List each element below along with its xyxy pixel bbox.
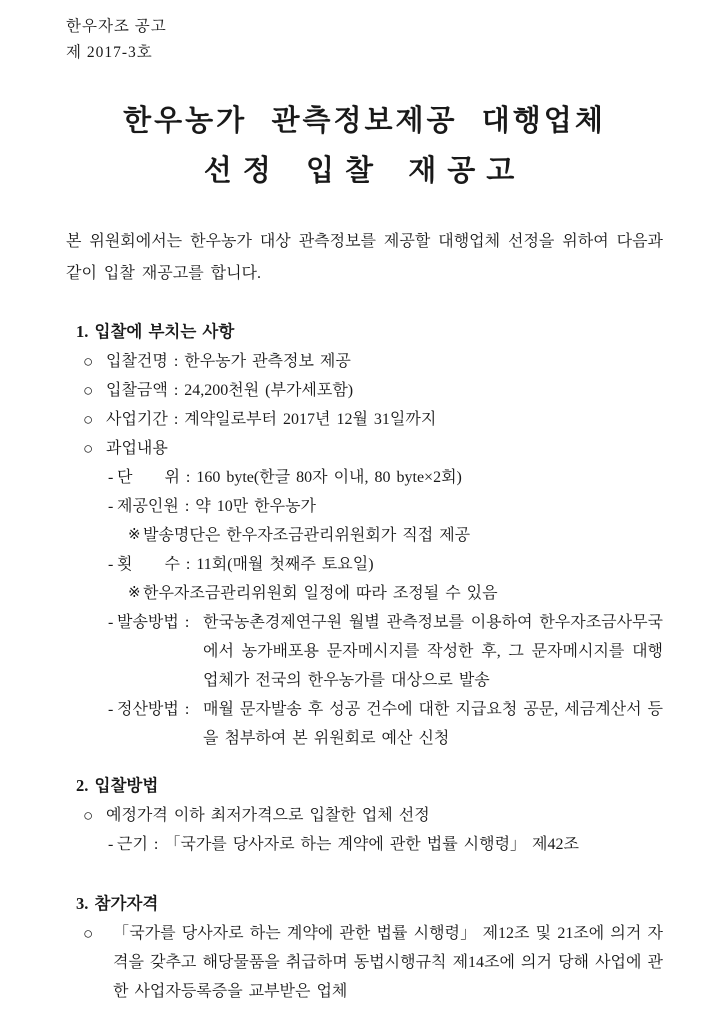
recipients-text: 제공인원 : 약 10만 한우농가: [117, 498, 317, 515]
recipients-item: [66, 492, 663, 521]
task-scope-text: 과업내용: [106, 440, 168, 457]
section-bid-matters: [66, 316, 663, 753]
dash-marker: -: [108, 469, 114, 486]
section-3-heading: 3. 참가자격: [76, 894, 159, 913]
task-scope-item: [66, 434, 663, 463]
reference-marker: ※: [128, 585, 141, 601]
document-title: [66, 96, 663, 196]
unit-item: [66, 463, 663, 492]
sending-method-label: 발송방법 :: [117, 614, 190, 631]
dash-marker: -: [108, 498, 114, 515]
frequency-text: 횟 수 : 11회(매월 첫째주 토요일): [117, 556, 374, 573]
project-period-item: [66, 405, 663, 434]
eligibility-item: [66, 919, 663, 1006]
schedule-note-text: 한우자조금관리위원회 일정에 따라 조정될 수 있음: [143, 585, 498, 602]
dash-marker: -: [108, 556, 114, 573]
notice-number-line: 제 2017-3호: [66, 44, 153, 61]
intro-paragraph: 본 위원회에서는 한우농가 대상 관측정보를 제공할 대행업체 선정을 위하여 다음과 같이 입찰 재공고를 합니다.: [66, 233, 663, 282]
circle-marker: ○: [83, 352, 94, 371]
circle-marker: ○: [83, 381, 94, 400]
dash-marker: -: [108, 614, 114, 631]
schedule-note: [66, 579, 663, 608]
notice-header: [66, 14, 663, 66]
bid-amount-text: 입찰금액 : 24,200천원 (부가세포함): [106, 382, 354, 399]
selection-rule-text: 예정가격 이하 최저가격으로 입찰한 업체 선정: [106, 807, 430, 824]
section-eligibility: [66, 888, 663, 1006]
selection-rule-item: [66, 801, 663, 830]
section-bid-method: [66, 770, 663, 859]
legal-basis-item: [66, 830, 663, 859]
circle-marker: ○: [83, 439, 94, 458]
settlement-method-item: [66, 695, 663, 753]
bid-name-text: 입찰건명 : 한우농가 관측정보 제공: [106, 353, 351, 370]
reference-marker: ※: [128, 527, 141, 543]
title-line-1: 한우농가 관측정보제공 대행업체: [123, 105, 606, 137]
sending-method-text: 한국농촌경제연구원 월별 관측정보를 이용하여 한우자조금사무국에서 농가배포용 문자메시지를 작성한 후, 그 문자메시지를 대행업체가 전국의 한우농가를 대상으로 발송: [203, 614, 663, 689]
section-2-heading: 2. 입찰방법: [76, 776, 159, 795]
notice-org-line: 한우자조 공고: [66, 18, 167, 35]
frequency-item: [66, 550, 663, 579]
unit-text: 단 위 : 160 byte(한글 80자 이내, 80 byte×2회): [117, 469, 462, 486]
legal-basis-text: 근기 : 「국가를 당사자로 하는 계약에 관한 법률 시행령」 제42조: [117, 836, 579, 853]
settlement-method-label: 정산방법 :: [117, 701, 190, 718]
dash-marker: -: [108, 836, 114, 853]
roster-note: [66, 521, 663, 550]
circle-marker: ○: [83, 806, 94, 825]
title-line-2: 선정 입찰 재공고: [203, 155, 526, 187]
project-period-text: 사업기간 : 계약일로부터 2017년 12월 31일까지: [106, 411, 437, 428]
settlement-method-text: 매월 문자발송 후 성공 건수에 대한 지급요청 공문, 세금계산서 등을 첨부하여 본 위원회로 예산 신청: [203, 701, 663, 747]
circle-marker: ○: [83, 410, 94, 429]
roster-note-text: 발송명단은 한우자조금관리위원회가 직접 제공: [143, 527, 471, 544]
section-1-heading: 1. 입찰에 부치는 사항: [76, 322, 235, 341]
dash-marker: -: [108, 701, 114, 718]
sending-method-item: [66, 608, 663, 695]
circle-marker: ○: [83, 924, 94, 943]
eligibility-text: 「국가를 당사자로 하는 계약에 관한 법률 시행령」 제12조 및 21조에 의거 자격을 갖추고 해당물품을 취급하며 동법시행규칙 제14조에 의거 당해 사업에 관한 사업자등록증을 교부받은 업체: [113, 925, 663, 1000]
bid-amount-item: [66, 376, 663, 405]
bid-name-item: [66, 347, 663, 376]
